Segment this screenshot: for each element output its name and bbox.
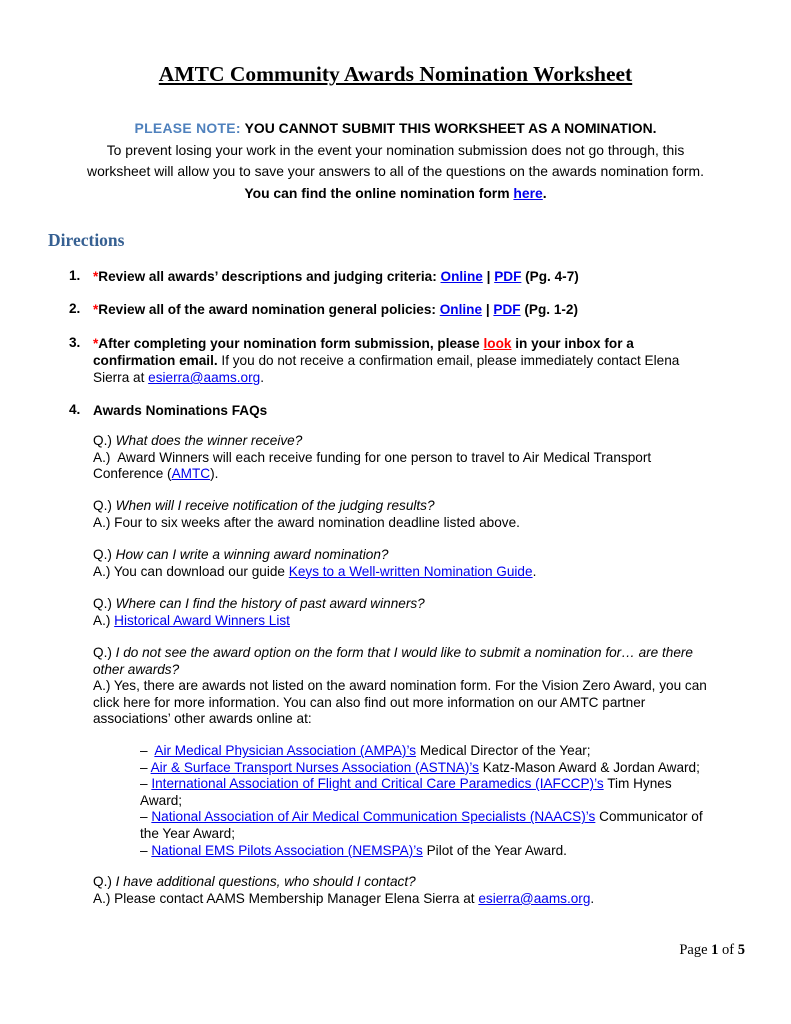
item-2-number: 2. <box>69 301 81 316</box>
award-text: Tim Hynes <box>607 776 672 792</box>
q-prefix: Q.) <box>93 547 112 562</box>
page-title: AMTC Community Awards Nomination Worksheet <box>158 62 633 86</box>
q-prefix: Q.) <box>93 433 112 448</box>
q-prefix: Q.) <box>93 596 112 611</box>
naacs-link[interactable]: National Association of Air Medical Communication Specialists (NAACS)’s <box>151 809 596 825</box>
item-3-line-2 <box>93 352 743 369</box>
required-star: * <box>93 336 99 351</box>
faq-answer <box>93 515 748 532</box>
answer-text: Award Winners will each receive funding for one person to travel to Air Medical Transport <box>117 449 652 465</box>
page-footer <box>679 942 745 959</box>
dash: – <box>140 743 148 758</box>
faq-4 <box>93 596 748 629</box>
item-3-line-3 <box>93 369 743 386</box>
item-1 <box>93 268 743 285</box>
cannot-submit-warning: YOU CANNOT SUBMIT THIS WORKSHEET AS A NOMINATION. <box>244 120 657 136</box>
answer-text: Yes, there are awards not listed on the award nomination form. For the Vision Zero Award, you can <box>113 678 707 694</box>
answer-text: . <box>532 563 537 579</box>
here-link[interactable]: here <box>513 184 543 201</box>
policies-pdf-link[interactable]: PDF <box>493 302 521 317</box>
historical-winners-link[interactable]: Historical Award Winners List <box>114 612 290 628</box>
item-2-pages: (Pg. 1-2) <box>524 302 578 317</box>
nomination-guide-link[interactable]: Keys to a Well-written Nomination Guide <box>288 563 533 579</box>
item-1-number: 1. <box>69 268 81 283</box>
faqs-heading: Awards Nominations FAQs <box>93 403 268 418</box>
faq-question-cont: other awards? <box>93 661 180 677</box>
period: . <box>260 370 264 385</box>
intro-line-3: worksheet will allow you to save your answers to all of the questions on the awards nomination form. <box>87 163 704 179</box>
faq-question <box>93 645 748 662</box>
directions-heading-text: Directions <box>48 230 125 250</box>
associations-list <box>140 743 750 859</box>
faq-answer <box>93 678 748 695</box>
nemspa-link[interactable]: National EMS Pilots Association (NEMSPA)’s <box>151 842 423 858</box>
faq-question <box>93 596 748 613</box>
of-word: of <box>722 942 735 958</box>
faq-question <box>93 498 748 515</box>
faq-answer <box>93 450 748 467</box>
dash: – <box>140 842 148 858</box>
item-3 <box>93 335 743 386</box>
astna-link[interactable]: Air & Surface Transport Nurses Association (ASTNA)’s <box>150 759 479 775</box>
separator: | <box>485 302 490 317</box>
list-item <box>140 743 750 760</box>
item-3-plain-1: If you do not receive a confirmation email, please immediately contact Elena <box>221 353 680 368</box>
question-text: I do not see the award option on the form that I would like to submit a nomination for… are there <box>115 645 693 660</box>
item-1-text: Review all awards’ descriptions and judging criteria: <box>98 269 437 284</box>
award-text: Medical Director of the Year; <box>419 743 591 758</box>
awards-pdf-link[interactable]: PDF <box>494 269 522 284</box>
answer-text: . <box>590 890 595 906</box>
item-4-number: 4. <box>69 402 81 417</box>
item-3-bold-1: After completing your nomination form submission, please <box>98 336 480 351</box>
email-link[interactable]: esierra@aams.org <box>148 370 261 385</box>
answer-text: ). <box>210 466 219 482</box>
item-3-line-1 <box>93 335 743 352</box>
q-prefix: Q.) <box>93 874 112 889</box>
intro-line-2: To prevent losing your work in the event your nomination submission does not go through, this <box>106 141 685 158</box>
faq-1 <box>93 433 748 483</box>
page-number: 1 <box>711 942 719 958</box>
faq-2 <box>93 498 748 531</box>
question-text: What does the winner receive? <box>115 433 303 448</box>
required-star: * <box>93 269 99 284</box>
list-item-cont: the Year Award; <box>140 825 235 841</box>
dash: – <box>140 809 148 825</box>
item-3-plain-2: Sierra at <box>93 370 145 385</box>
faq-answer <box>93 613 748 630</box>
a-prefix: A.) <box>93 449 111 465</box>
a-prefix: A.) <box>93 514 111 530</box>
list-item <box>140 776 750 793</box>
faq-answer <box>93 564 748 581</box>
answer-text: Four to six weeks after the award nomination deadline listed above. <box>114 514 520 530</box>
faq-6 <box>93 874 748 907</box>
item-1-pages: (Pg. 4-7) <box>525 269 579 284</box>
policies-online-link[interactable]: Online <box>439 302 483 317</box>
page-word: Page <box>679 942 708 958</box>
iafccp-link[interactable]: International Association of Flight and Critical Care Paramedics (IAFCCP)’s <box>151 776 604 792</box>
intro-block <box>40 118 751 204</box>
question-text: How can I write a winning award nomination? <box>115 547 389 562</box>
list-item <box>140 809 750 826</box>
faq-answer-cont: associations’ other awards online at: <box>93 711 312 727</box>
item-3-number: 3. <box>69 335 81 350</box>
a-prefix: A.) <box>93 612 111 628</box>
a-prefix: A.) <box>93 563 111 579</box>
a-prefix: A.) <box>93 890 111 906</box>
award-text: Communicator of <box>599 809 703 825</box>
faq-answer-cont <box>93 466 748 483</box>
item-3-bold-3: confirmation email. <box>93 353 218 368</box>
item-2 <box>93 301 743 318</box>
separator: | <box>486 269 491 284</box>
a-prefix: A.) <box>93 678 111 694</box>
faq-question <box>93 433 748 450</box>
contact-email-link[interactable]: esierra@aams.org <box>478 890 591 906</box>
directions-heading <box>48 230 124 251</box>
intro-line-4 <box>40 183 751 205</box>
ampa-link[interactable]: Air Medical Physician Association (AMPA)’s <box>154 743 417 758</box>
award-text: Katz-Mason Award & Jordan Award; <box>482 759 700 775</box>
online-form-text: You can find the online nomination form <box>244 184 510 201</box>
question-text: When will I receive notification of the judging results? <box>115 498 435 513</box>
answer-text: You can download our guide <box>113 563 285 579</box>
dash: – <box>140 776 148 792</box>
list-item <box>140 760 750 777</box>
faq-question <box>93 547 748 564</box>
faq-question <box>93 874 748 891</box>
q-prefix: Q.) <box>93 645 112 660</box>
award-text: Pilot of the Year Award. <box>426 842 567 858</box>
page-total: 5 <box>737 942 745 958</box>
faq-3 <box>93 547 748 580</box>
answer-text: Please contact AAMS Membership Manager Elena Sierra at <box>114 890 475 906</box>
faq-answer <box>93 891 748 908</box>
please-note-label: PLEASE NOTE: <box>134 120 241 136</box>
amtc-link[interactable]: AMTC <box>171 466 211 482</box>
list-item <box>140 843 750 860</box>
intro-note <box>40 118 751 140</box>
faq-5 <box>93 645 748 728</box>
look-link[interactable]: look <box>483 336 512 351</box>
dash: – <box>140 759 148 775</box>
q-prefix: Q.) <box>93 498 112 513</box>
awards-online-link[interactable]: Online <box>440 269 483 284</box>
item-3-bold-2: in your inbox for a <box>515 336 634 351</box>
list-item-cont: Award; <box>140 792 183 808</box>
answer-text: Conference ( <box>93 466 172 482</box>
faq-answer-cont: click here for more information. You can also find out more information on our AMTC partner <box>93 694 646 710</box>
period: . <box>542 184 547 201</box>
question-text: Where can I find the history of past award winners? <box>115 596 425 611</box>
question-text: I have additional questions, who should I contact? <box>115 874 416 889</box>
item-2-text: Review all of the award nomination general policies: <box>98 302 436 317</box>
required-star: * <box>93 302 99 317</box>
